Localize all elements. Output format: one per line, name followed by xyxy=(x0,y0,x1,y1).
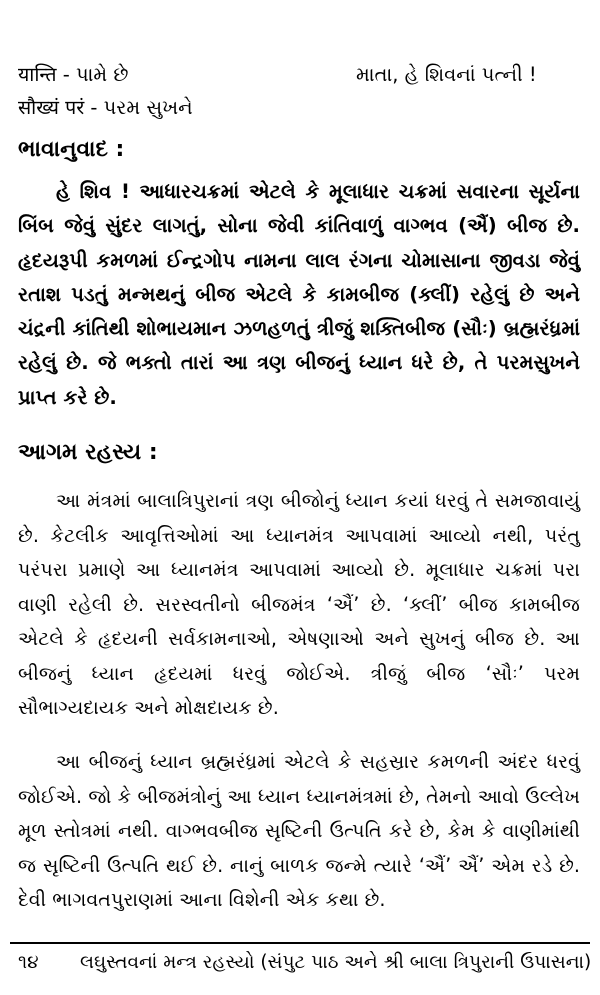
section-heading: ભાવાનુવાદ : xyxy=(18,137,125,162)
paragraph-text: આ મંત્રમાં બાલાત્રિપુરાનાં ત્રણ બીજોનું ધ્યાન કયાં ધરવું તે સમજાવાયું છે. કેટલીક આવૃત્તિઓમાં આ ધ્યાનમંત્ર આપવામાં આવ્યો નથી, પરંતુ પરંપરા પ્રમાણે આ ધ્યાનમંત્ર આપવામાં આવ્યો છે. મૂલાધાર ચક્રમાં પરા વાણી રહેલી છે. સરસ્વતીનો બીજમંત્ર ‘ઐં’ છે. ‘ક્લીં’ બીજ કામબીજ એટલે કે હૃદયની સર્વકામનાઓ, એષણાઓ અને સુખનું બીજ છે. આ બીજનું ધ્યાન હૃદયમાં ધરવું જોઈએ. ત્રીજું બીજ ‘સૌઃ’ પરમ સૌભાગ્યદાયક અને મોક્ષદાયક છે. xyxy=(18,489,580,719)
paragraph-text: આ બીજનું ધ્યાન બ્રહ્મરંધ્રમાં એટલે કે સહસ્રાર કમળની અંદર ધરવું જોઈએ. જો કે બીજમંત્રોનું આ ધ્યાન ધ્યાનમંત્રમાં છે, તેમનો આવો ઉલ્લેખ મૂળ સ્તોત્રમાં નથી. વાગ્ભવબીજ સૃષ્ટિની ઉત્પતિ કરે છે, કેમ કે વાણીમાંથી જ સૃષ્ટિની ઉત્પતિ થઈ છે. નાનું બાળક જન્મે ત્યારે ‘ઐં’ ઐં’ એમ રડે છે. દેવી ભાગવતપુરાણમાં આના વિશેની એક કથા છે. xyxy=(18,750,580,911)
glossary-row xyxy=(18,91,582,124)
running-title: લઘુસ્તવનાં મન્ત્ર રહસ્યો (સંપુટ પાઠ અને શ્રી બાલા ત્રિપુરાની ઉપાસના) xyxy=(80,952,592,973)
page-number: ૧૪ xyxy=(18,952,39,973)
commentary-paragraph xyxy=(18,484,580,726)
page-footer xyxy=(18,952,592,982)
footer-divider xyxy=(10,942,590,944)
commentary-paragraph xyxy=(18,745,580,918)
translation-paragraph xyxy=(18,175,580,415)
glossary-term: सौख्यं परं - પરમ સુખને xyxy=(18,96,193,119)
glossary-meaning: માતા, હે શિવનાં પત્ની ! xyxy=(356,63,537,86)
glossary-term: यान्ति - પામે છે xyxy=(18,63,129,86)
section-heading: આગમ રહસ્ય : xyxy=(18,440,158,465)
paragraph-text: હે શિવ ! આધારચક્રમાં એટલે કે મૂલાધાર ચક્રમાં સવારના સૂર્યના બિંબ જેવું સુંદર લાગતું, સોના જેવી કાંતિવાળું વાગ્ભવ (ઐં) બીજ છે. હૃદયરૂપી કમળમાં ઈન્દ્રગોપ નામના લાલ રંગના ચોમાસાના જીવડા જેવું રતાશ પડતું મન્મથનું બીજ એટલે કે કામબીજ (ક્લીં) રહેલું છે અને ચંદ્રની કાંતિથી શોભાયમાન ઝળહળતું ત્રીજું શક્તિબીજ (સૌઃ) બ્રહ્મરંધ્રમાં રહેલું છે. જે ભક્તો તારાં આ ત્રણ બીજનું ધ્યાન ધરે છે, તે પરમસુખને પ્રાપ્ત કરે છે. xyxy=(18,180,580,409)
glossary-row xyxy=(18,58,582,91)
